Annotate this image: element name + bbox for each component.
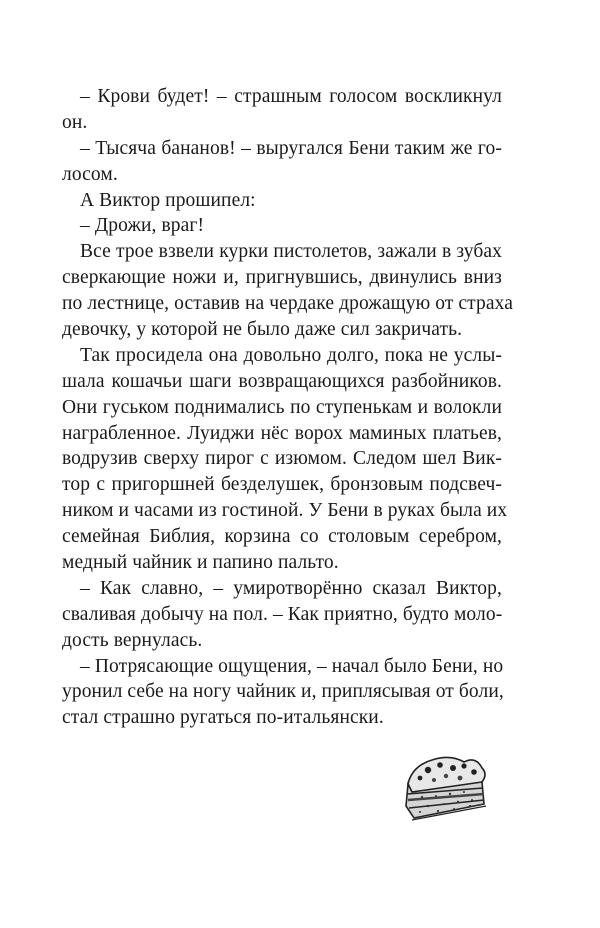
text-line: уронил себе на ногу чайник и, приплясывая от боли, xyxy=(62,681,504,703)
text-line: он. xyxy=(62,111,88,133)
text-line: сваливая добычу на пол. – Как приятно, будто моло- xyxy=(62,603,503,625)
text-line: сверкающие ножи и, пригнувшись, двинулись вниз xyxy=(62,267,502,289)
text-line: – Тысяча бананов! – выругался Бени таким же го- xyxy=(80,137,502,159)
text-line: шала кошачьи шаги возвращающихся разбойников. xyxy=(62,370,502,392)
text-line: Они гуськом поднимались по ступенькам и волокли xyxy=(62,396,502,418)
text-line: тор с пригоршней безделушек, бронзовым подсвеч- xyxy=(62,474,502,496)
text-line: – Дрожи, враг! xyxy=(80,215,205,237)
text-line: медный чайник и папино пальто. xyxy=(62,552,339,574)
book-page-text xyxy=(62,84,513,731)
text-line: – Потрясающие ощущения, – начал было Бени, но xyxy=(80,655,504,677)
text-line: лосом. xyxy=(62,163,118,185)
text-line: дость вернулась. xyxy=(62,629,203,651)
text-line: А Виктор прошипел: xyxy=(80,189,256,211)
text-line: семейная Библия, корзина со столовым серебром, xyxy=(62,526,502,548)
text-line: – Крови будет! – страшным голосом воскликнул xyxy=(80,86,502,107)
text-line: по лестнице, оставив на чердаке дрожащую от страха xyxy=(62,293,513,315)
cake-slice-icon xyxy=(398,748,494,828)
text-line: стал страшно ругаться по-итальянски. xyxy=(62,707,384,729)
text-line: ником и часами из гостиной. У Бени в руках была их xyxy=(62,500,508,522)
text-line: награбленное. Луиджи нёс ворох маминых платьев, xyxy=(62,422,502,444)
text-line: Все трое взвели курки пистолетов, зажали в зубах xyxy=(80,241,502,263)
text-line: девочку, у которой не было даже сил закричать. xyxy=(62,319,463,341)
text-line: водрузив сверху пирог с изюмом. Следом шел Вик- xyxy=(62,448,502,470)
text-line: Так просидела она довольно долго, пока не услы- xyxy=(80,344,502,366)
text-line: – Как славно, – умиротворённо сказал Виктор, xyxy=(80,577,502,599)
